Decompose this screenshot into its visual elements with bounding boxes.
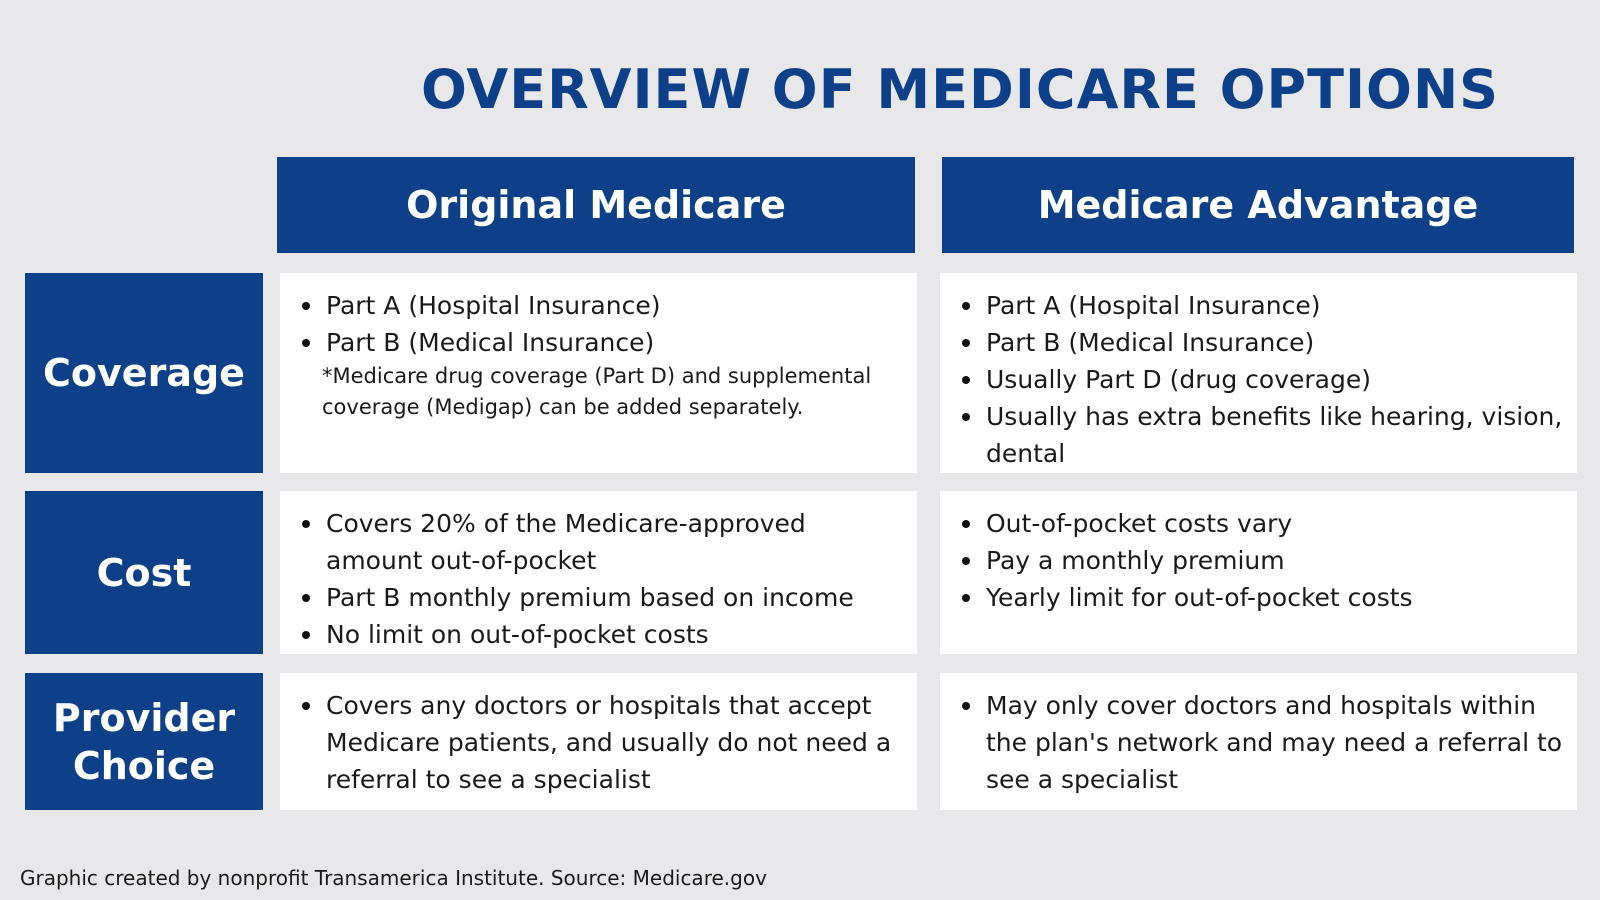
row-header-line: Provider <box>52 695 236 740</box>
list-item: No limit on out-of-pocket costs <box>298 616 903 653</box>
page-title: OVERVIEW OF MEDICARE OPTIONS <box>420 58 1500 121</box>
cell-provider-advantage <box>940 673 1577 810</box>
cost-original-list <box>298 505 903 653</box>
cell-provider-original <box>280 673 917 810</box>
cell-cost-original <box>280 491 917 654</box>
row-header-line: Choice <box>72 743 216 788</box>
cell-coverage-original <box>280 273 917 473</box>
list-item: Usually Part D (drug coverage) <box>958 361 1563 398</box>
row-header-cost: Cost <box>25 491 263 654</box>
list-item: Part A (Hospital Insurance) <box>958 287 1563 324</box>
list-item: May only cover doctors and hospitals within the plan's network and may need a referral to see a specialist <box>958 687 1563 798</box>
cell-coverage-advantage <box>940 273 1577 473</box>
row-header-coverage: Coverage <box>25 273 263 473</box>
cost-advantage-list <box>958 505 1563 616</box>
list-item: Yearly limit for out-of-pocket costs <box>958 579 1563 616</box>
coverage-note: *Medicare drug coverage (Part D) and supplemental coverage (Medigap) can be added separately. <box>322 364 872 419</box>
column-header-original-medicare: Original Medicare <box>277 157 915 253</box>
list-item: Covers any doctors or hospitals that accept Medicare patients, and usually do not need a referral to see a specialist <box>298 687 903 798</box>
provider-advantage-list <box>958 687 1563 798</box>
list-item: Part B (Medical Insurance) <box>298 324 903 361</box>
source-footer: Graphic created by nonprofit Transamerica Institute. Source: Medicare.gov <box>20 866 767 890</box>
column-header-medicare-advantage: Medicare Advantage <box>942 157 1574 253</box>
list-item: Part B (Medical Insurance) <box>958 324 1563 361</box>
provider-original-list <box>298 687 903 798</box>
cell-cost-advantage <box>940 491 1577 654</box>
row-header-provider-choice <box>25 673 263 810</box>
list-item: Covers 20% of the Medicare-approved amount out-of-pocket <box>298 505 903 579</box>
list-item: Usually has extra benefits like hearing, vision, dental <box>958 398 1563 472</box>
list-item: Pay a monthly premium <box>958 542 1563 579</box>
coverage-original-list <box>298 287 903 361</box>
list-item: Out-of-pocket costs vary <box>958 505 1563 542</box>
list-item: Part A (Hospital Insurance) <box>298 287 903 324</box>
coverage-advantage-list <box>958 287 1563 472</box>
list-item: Part B monthly premium based on income <box>298 579 903 616</box>
